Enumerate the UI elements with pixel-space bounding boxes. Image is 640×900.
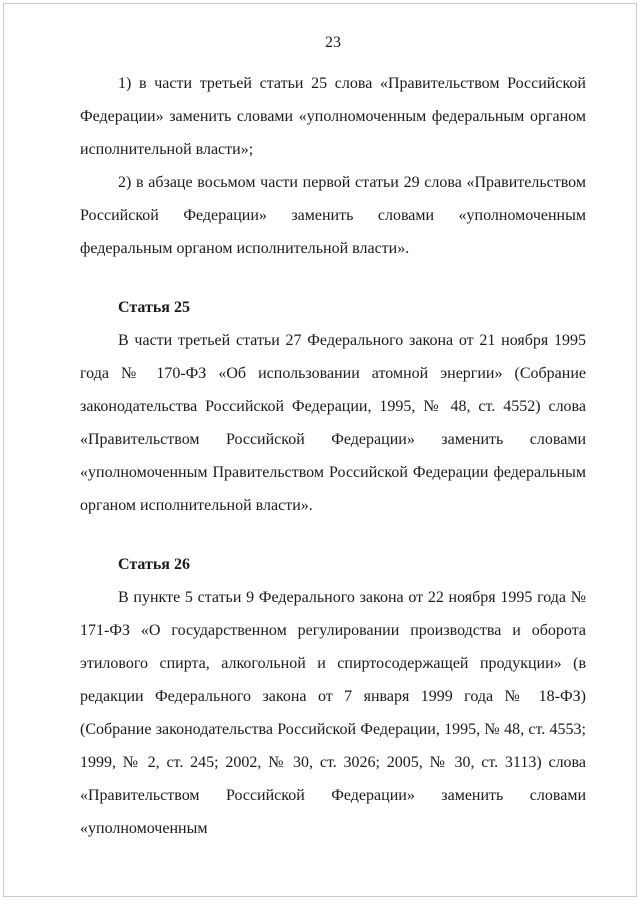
paragraph-article-25-body: В части третьей статьи 27 Федерального закона от 21 ноября 1995 года № 170-ФЗ «Об использовании атомной энергии» (Собрание законодательства Российской Федерации, 1995, № 48, ст. 4552) слова «Правительством Российской Федерации» заменить словами «уполномоченным Правительством Российской Федерации федеральным органом исполнительной власти».: [80, 332, 586, 514]
paragraph-amendment-1: 1) в части третьей статьи 25 слова «Правительством Российской Федерации» заменить словами «уполномоченным федеральным органом исполнительной власти»;: [80, 75, 586, 158]
article-26-heading: Статья 26: [118, 556, 190, 573]
paragraph-article-26-body: В пункте 5 статьи 9 Федерального закона от 22 ноября 1995 года № 171-ФЗ «О государственном регулировании производства и оборота этилового спирта, алкогольной и спиртосодержащей продукции» (в редакции Федерального закона от 7 января 1999 года № 18-ФЗ) (Собрание законодательства Российской Федерации, 1995, № 48, ст. 4553; 1999, № 2, ст. 245; 2002, № 30, ст. 3026; 2005, № 30, ст. 3113) слова «Правительством Российской Федерации» заменить словами «уполномоченным: [80, 589, 586, 837]
document-page: [80, 26, 586, 845]
article-25-heading: Статья 25: [118, 299, 190, 316]
page-number: 23: [325, 34, 341, 51]
paragraph-amendment-2: 2) в абзаце восьмом части первой статьи 29 слова «Правительством Российской Федерации» заменить словами «уполномоченным федеральным органом исполнительной власти».: [80, 174, 586, 257]
